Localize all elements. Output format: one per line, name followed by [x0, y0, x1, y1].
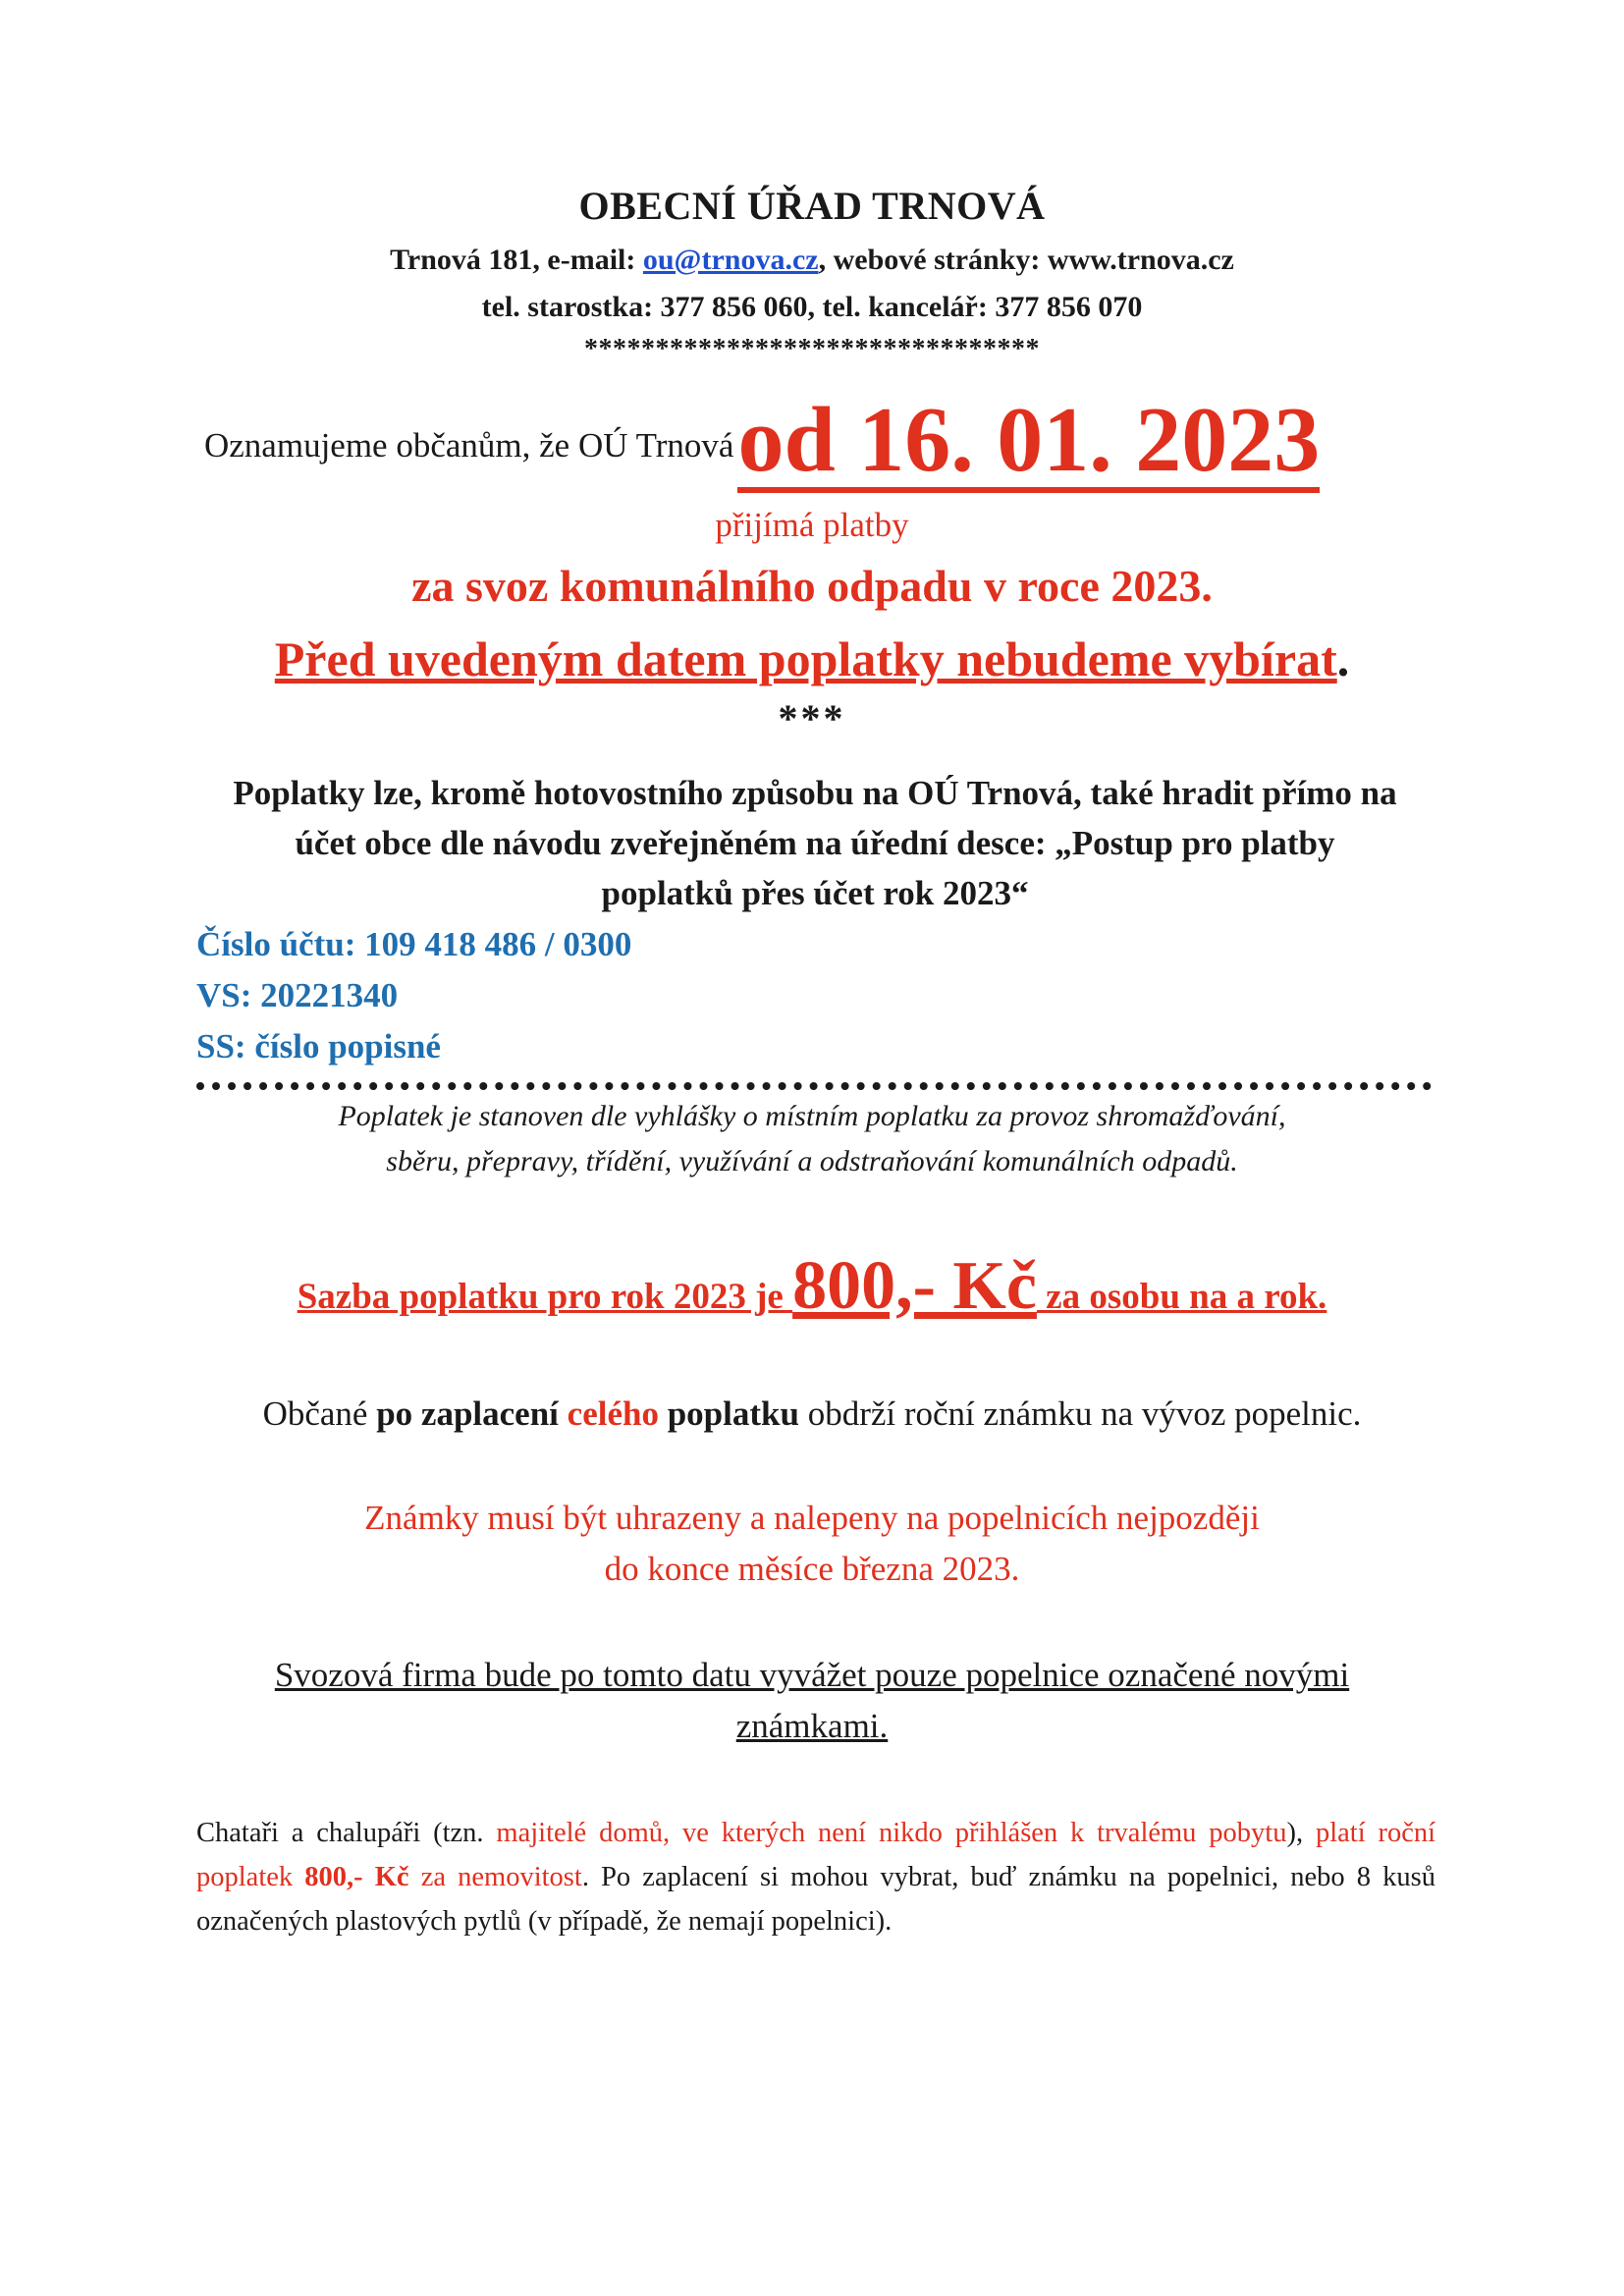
announcement-line — [204, 389, 1481, 493]
citizens-stamp-info — [0, 1394, 1624, 1434]
phone-line: tel. starostka: 377 856 060, tel. kancelář: 377 856 070 — [481, 291, 1143, 323]
announcement-lead: Oznamujeme občanům, že OÚ Trnová — [204, 426, 734, 465]
citizens-part-7: obdrží roční známku na vývoz popelnic. — [798, 1394, 1362, 1433]
specific-symbol: SS: číslo popisné — [196, 1027, 441, 1066]
citizens-part-1: Občané — [262, 1394, 377, 1433]
account-number: Číslo účtu: 109 418 486 / 0300 — [196, 925, 632, 963]
citizens-part-3 — [559, 1394, 568, 1433]
fee-rate-line — [0, 1247, 1624, 1326]
announcement-date: od 16. 01. 2023 — [737, 389, 1321, 491]
citizens-part-4: celého — [567, 1394, 659, 1433]
cottage-part-7: . Po zaplacení si mohou vybrat, buď známku na popelnici, nebo 8 kusů označených plastových pytlů (v případě, že nemají popelnici). — [196, 1862, 1435, 1937]
fee-rate-amount: 800,- Kč — [792, 1248, 1037, 1324]
stamps-deadline — [0, 1493, 1624, 1595]
variable-symbol: VS: 20221340 — [196, 976, 399, 1014]
waste-collection-line: za svoz komunálního odpadu v roce 2023. — [411, 561, 1213, 611]
office-title: OBECNÍ ÚŘAD TRNOVÁ — [578, 184, 1046, 228]
accepts-payments: přijímá platby — [715, 506, 909, 544]
section-divider-stars: *** — [778, 696, 846, 740]
contact-line — [0, 244, 1624, 277]
stamps-line-1: Známky musí být uhrazeny a nalepeny na popelnicích nejpozději — [364, 1499, 1260, 1537]
cottage-part-2: majitelé domů, ve kterých není nikdo přihlášen k trvalému pobytu — [496, 1818, 1287, 1848]
cottage-part-4: platí roční poplatek — [196, 1818, 1436, 1892]
citizens-part-2: po zaplacení — [376, 1394, 559, 1433]
cottage-part-3: ), — [1286, 1818, 1316, 1848]
before-date-dot: . — [1336, 631, 1350, 686]
firm-line-1: Svozová firma bude po tomto datu vyvážet pouze popelnice označené novými — [274, 1656, 1350, 1694]
cottage-part-5: 800,- Kč — [304, 1862, 409, 1892]
citizens-part-5 — [659, 1394, 668, 1433]
before-date-text: Před uvedeným datem poplatky nebudeme vybírat — [274, 631, 1337, 686]
cottage-part-1: Chataři a chalupáři (tzn. — [196, 1818, 497, 1848]
fee-rate-suffix: za osobu na a rok. — [1036, 1277, 1327, 1317]
citizens-part-6: poplatku — [667, 1394, 799, 1433]
header-divider-stars: ******************************** — [584, 334, 1040, 364]
dotted-divider — [196, 1082, 1432, 1090]
legal-line-1: Poplatek je stanoven dle vyhlášky o místním poplatku za provoz shromažďování, — [338, 1100, 1286, 1132]
cottage-owners-note — [196, 1811, 1435, 1943]
contact-prefix: Trnová 181, e-mail: — [390, 244, 643, 276]
legal-basis — [0, 1094, 1624, 1184]
before-date-warning — [0, 630, 1624, 687]
firm-line-2: známkami. — [735, 1707, 889, 1745]
email-link[interactable]: ou@trnova.cz — [642, 244, 819, 276]
cottage-part-6: za nemovitost — [408, 1862, 582, 1892]
contact-suffix: , webové stránky: www.trnova.cz — [818, 244, 1234, 276]
fee-rate-prefix: Sazba poplatku pro rok 2023 je — [297, 1277, 793, 1317]
legal-line-2: sběru, přepravy, třídění, využívání a odstraňování komunálních odpadů. — [386, 1145, 1238, 1177]
payment-instructions: Poplatky lze, kromě hotovostního způsobu na OÚ Trnová, také hradit přímo na účet obce dle návodu zveřejněném na úřední desce: „Postup pro platby poplatků přes účet rok 2023“ — [233, 774, 1397, 912]
stamps-line-2: do konce měsíce března 2023. — [604, 1550, 1020, 1588]
collection-firm-note — [0, 1650, 1624, 1752]
